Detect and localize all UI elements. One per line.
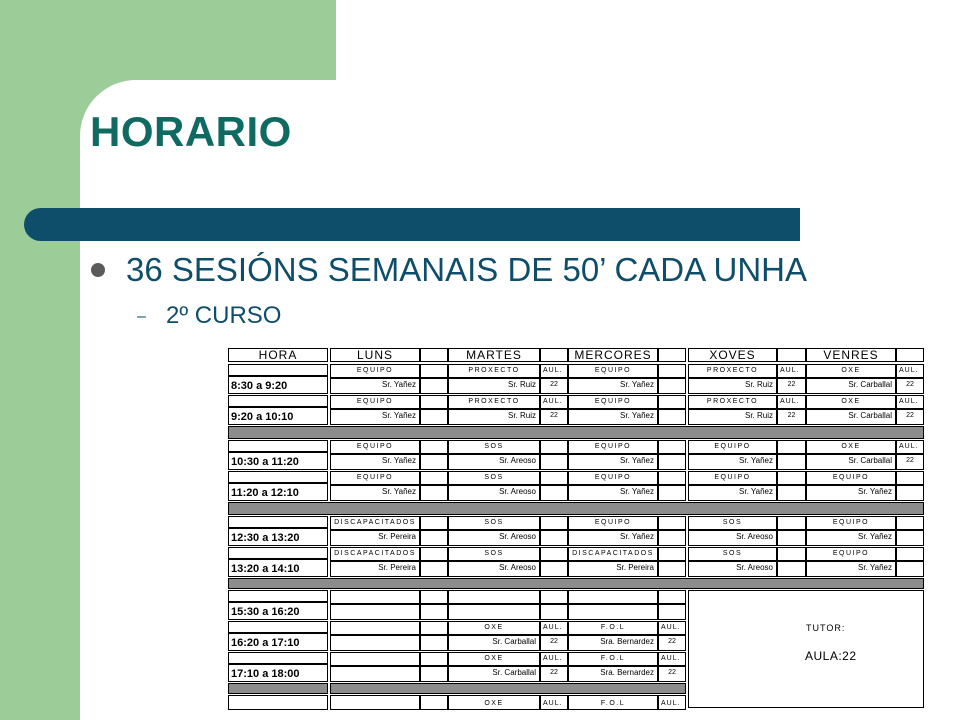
teacher-cell: Sr. Yañez (806, 530, 896, 546)
room-number-cell (420, 635, 448, 651)
room-number-cell (540, 530, 568, 546)
room-number-cell (540, 561, 568, 577)
teacher-cell: Sr. Yañez (806, 485, 896, 501)
room-label-cell: AUL. (540, 652, 568, 666)
break-row (228, 502, 924, 515)
room-label-cell (658, 364, 686, 378)
room-label-cell (777, 440, 806, 454)
teacher-cell: Sr. Yañez (688, 454, 777, 470)
room-label-cell: AUL. (540, 695, 568, 710)
room-number-cell (896, 485, 924, 501)
teacher-cell: Sr. Yañez (688, 485, 777, 501)
hour-spacer (228, 652, 328, 664)
teacher-cell: Sr. Ruiz (448, 378, 540, 394)
teacher-cell: Sr. Yañez (568, 409, 658, 425)
room-label-cell (540, 516, 568, 530)
subject-cell (568, 590, 658, 604)
room-label-cell (777, 516, 806, 530)
room-number-cell (420, 378, 448, 394)
hour-label: 12:30 a 13:20 (228, 528, 328, 546)
room-number-cell: 22 (540, 666, 568, 682)
room-label-cell: AUL. (896, 364, 924, 378)
subject-cell: EQUIPO (568, 364, 658, 378)
classroom-label: AULA:22 (805, 649, 857, 663)
room-label-cell (658, 395, 686, 409)
room-number-cell: 22 (777, 378, 806, 394)
room-number-cell: 22 (658, 635, 686, 651)
break-row (228, 683, 328, 694)
header-day: VENRES (806, 348, 896, 362)
subject-cell: SOS (448, 516, 540, 530)
room-label-cell: AUL. (896, 395, 924, 409)
teacher-cell: Sr. Yañez (330, 378, 420, 394)
hour-spacer (228, 395, 328, 407)
room-number-cell: 22 (896, 378, 924, 394)
room-label-cell (420, 590, 448, 604)
room-number-cell: 22 (540, 378, 568, 394)
header-day: XOVES (688, 348, 777, 362)
sub-bullet-dash: – (137, 308, 146, 325)
teacher-cell (448, 604, 540, 620)
room-label-cell (540, 547, 568, 561)
hour-label: 17:10 a 18:00 (228, 664, 328, 682)
subject-cell: OXE (806, 395, 896, 409)
teacher-cell: Sr. Yañez (806, 561, 896, 577)
room-number-cell: 22 (540, 635, 568, 651)
subject-cell: F.O.L (568, 695, 658, 710)
teacher-cell: Sra. Bernardez (568, 666, 658, 682)
room-number-cell (658, 604, 686, 620)
subject-cell: OXE (448, 621, 540, 635)
hour-spacer (228, 516, 328, 528)
room-label-cell (658, 590, 686, 604)
room-label-cell: AUL. (658, 652, 686, 666)
hour-label: 15:30 a 16:20 (228, 602, 328, 620)
room-label-cell (658, 547, 686, 561)
teacher-cell (330, 666, 420, 682)
hour-label: 13:20 a 14:10 (228, 559, 328, 577)
teacher-cell: Sr. Areoso (448, 485, 540, 501)
room-label-cell (540, 440, 568, 454)
teacher-cell: Sr. Areoso (448, 561, 540, 577)
hour-label: 16:20 a 17:10 (228, 633, 328, 651)
room-number-cell: 22 (540, 409, 568, 425)
room-label-cell (420, 547, 448, 561)
schedule-table (226, 346, 925, 710)
room-label-cell (420, 395, 448, 409)
title-divider-bar (24, 208, 800, 241)
room-number-cell (658, 485, 686, 501)
room-label-cell (896, 547, 924, 561)
subject-cell: EQUIPO (330, 395, 420, 409)
subject-cell: OXE (806, 364, 896, 378)
teacher-cell: Sr. Areoso (688, 561, 777, 577)
teacher-cell: Sr. Carballal (806, 409, 896, 425)
subject-cell: OXE (806, 440, 896, 454)
teacher-cell: Sr. Areoso (448, 454, 540, 470)
tutor-label: TUTOR: (806, 623, 846, 633)
subject-cell: SOS (448, 440, 540, 454)
room-label-cell (896, 516, 924, 530)
hour-spacer (228, 695, 328, 710)
teacher-cell: Sr. Areoso (688, 530, 777, 546)
hour-spacer (228, 440, 328, 452)
subject-cell: F.O.L (568, 621, 658, 635)
subject-cell: SOS (688, 516, 777, 530)
room-label-cell (777, 471, 806, 485)
header-aul-spacer (777, 348, 806, 362)
teacher-cell: Sr. Yañez (568, 530, 658, 546)
room-number-cell (777, 454, 806, 470)
room-label-cell: AUL. (658, 695, 686, 710)
subject-cell: PROXECTO (448, 364, 540, 378)
subject-cell: SOS (448, 471, 540, 485)
room-label-cell: AUL. (540, 395, 568, 409)
subject-cell (330, 621, 420, 635)
bullet-text-sessions: 36 SESIÓNS SEMANAIS DE 50’ CADA UNHA (126, 251, 807, 288)
teacher-cell (330, 604, 420, 620)
teacher-cell: Sr. Pereira (330, 530, 420, 546)
room-number-cell (658, 530, 686, 546)
subject-cell: EQUIPO (568, 471, 658, 485)
room-label-cell: AUL. (540, 364, 568, 378)
teacher-cell: Sr. Areoso (448, 530, 540, 546)
room-label-cell (896, 471, 924, 485)
subject-cell: EQUIPO (806, 547, 896, 561)
room-label-cell (420, 695, 448, 710)
room-label-cell: AUL. (658, 621, 686, 635)
hour-label: 11:20 a 12:10 (228, 483, 328, 501)
room-number-cell (777, 530, 806, 546)
room-number-cell (658, 561, 686, 577)
teacher-cell: Sr. Yañez (568, 454, 658, 470)
room-number-cell (896, 530, 924, 546)
room-number-cell (420, 530, 448, 546)
bullet-dot-icon (91, 263, 105, 277)
room-label-cell (420, 440, 448, 454)
header-aul-spacer (540, 348, 568, 362)
room-number-cell (658, 378, 686, 394)
subject-cell: OXE (448, 652, 540, 666)
room-number-cell (420, 604, 448, 620)
room-label-cell: AUL. (896, 440, 924, 454)
room-number-cell: 22 (896, 454, 924, 470)
subject-cell: OXE (448, 695, 540, 710)
room-number-cell (540, 485, 568, 501)
room-label-cell (777, 547, 806, 561)
teacher-cell: Sr. Carballal (448, 635, 540, 651)
subject-cell: DISCAPACITADOS (568, 547, 658, 561)
teacher-cell: Sr. Yañez (330, 485, 420, 501)
room-number-cell: 22 (896, 409, 924, 425)
room-number-cell (420, 666, 448, 682)
room-number-cell (420, 409, 448, 425)
hour-spacer (228, 364, 328, 376)
hour-spacer (228, 621, 328, 633)
break-row (330, 683, 686, 694)
teacher-cell: Sr. Pereira (568, 561, 658, 577)
subject-cell: SOS (688, 547, 777, 561)
subject-cell: EQUIPO (330, 440, 420, 454)
room-number-cell (420, 485, 448, 501)
teacher-cell: Sr. Pereira (330, 561, 420, 577)
subject-cell: EQUIPO (330, 364, 420, 378)
subject-cell: EQUIPO (330, 471, 420, 485)
header-aul-spacer (896, 348, 924, 362)
teacher-cell: Sr. Ruiz (448, 409, 540, 425)
subject-cell: EQUIPO (688, 440, 777, 454)
room-number-cell (540, 604, 568, 620)
room-number-cell: 22 (777, 409, 806, 425)
room-label-cell (420, 516, 448, 530)
teacher-cell: Sr. Yañez (330, 454, 420, 470)
room-number-cell (420, 561, 448, 577)
header-aul-spacer (420, 348, 448, 362)
teacher-cell: Sr. Carballal (806, 378, 896, 394)
hour-spacer (228, 471, 328, 483)
subject-cell: EQUIPO (806, 471, 896, 485)
hour-label: 10:30 a 11:20 (228, 452, 328, 470)
hour-spacer (228, 547, 328, 559)
room-label-cell (420, 471, 448, 485)
room-number-cell (777, 485, 806, 501)
room-label-cell: AUL. (540, 621, 568, 635)
subject-cell (330, 590, 420, 604)
room-number-cell (777, 561, 806, 577)
header-hour: HORA (228, 348, 328, 362)
teacher-cell: Sr. Carballal (448, 666, 540, 682)
subject-cell: DISCAPACITADOS (330, 547, 420, 561)
room-label-cell: AUL. (777, 364, 806, 378)
header-day: LUNS (330, 348, 420, 362)
teacher-cell: Sr. Ruiz (688, 409, 777, 425)
hour-label: 8:30 a 9:20 (228, 376, 328, 394)
room-number-cell (540, 454, 568, 470)
subject-cell (330, 652, 420, 666)
subject-cell: EQUIPO (806, 516, 896, 530)
room-number-cell (658, 454, 686, 470)
room-number-cell (658, 409, 686, 425)
room-label-cell: AUL. (777, 395, 806, 409)
room-number-cell (896, 561, 924, 577)
subject-cell: EQUIPO (568, 440, 658, 454)
sub-bullet-course: 2º CURSO (166, 302, 282, 329)
room-label-cell (540, 590, 568, 604)
teacher-cell (568, 604, 658, 620)
room-number-cell (420, 454, 448, 470)
subject-cell: PROXECTO (448, 395, 540, 409)
subject-cell (330, 695, 420, 710)
room-label-cell (658, 471, 686, 485)
hour-spacer (228, 590, 328, 602)
teacher-cell: Sr. Yañez (568, 378, 658, 394)
break-row (228, 426, 924, 439)
break-row (228, 578, 924, 589)
room-label-cell (420, 652, 448, 666)
teacher-cell: Sr. Carballal (806, 454, 896, 470)
room-label-cell (658, 516, 686, 530)
subject-cell: F.O.L (568, 652, 658, 666)
room-label-cell (658, 440, 686, 454)
header-aul-spacer (658, 348, 686, 362)
room-label-cell (420, 364, 448, 378)
teacher-cell: Sr. Yañez (330, 409, 420, 425)
subject-cell: SOS (448, 547, 540, 561)
subject-cell: PROXECTO (688, 364, 777, 378)
subject-cell: EQUIPO (568, 395, 658, 409)
slide-title: HORARIO (90, 108, 292, 155)
hour-label: 9:20 a 10:10 (228, 407, 328, 425)
subject-cell: EQUIPO (688, 471, 777, 485)
teacher-cell: Sr. Ruiz (688, 378, 777, 394)
header-day: MERCORES (568, 348, 658, 362)
header-day: MARTES (448, 348, 540, 362)
room-label-cell (540, 471, 568, 485)
room-number-cell: 22 (658, 666, 686, 682)
subject-cell: EQUIPO (568, 516, 658, 530)
teacher-cell: Sr. Yañez (568, 485, 658, 501)
subject-cell (448, 590, 540, 604)
subject-cell: DISCAPACITADOS (330, 516, 420, 530)
subject-cell: PROXECTO (688, 395, 777, 409)
teacher-cell: Sra. Bernardez (568, 635, 658, 651)
teacher-cell (330, 635, 420, 651)
room-label-cell (420, 621, 448, 635)
